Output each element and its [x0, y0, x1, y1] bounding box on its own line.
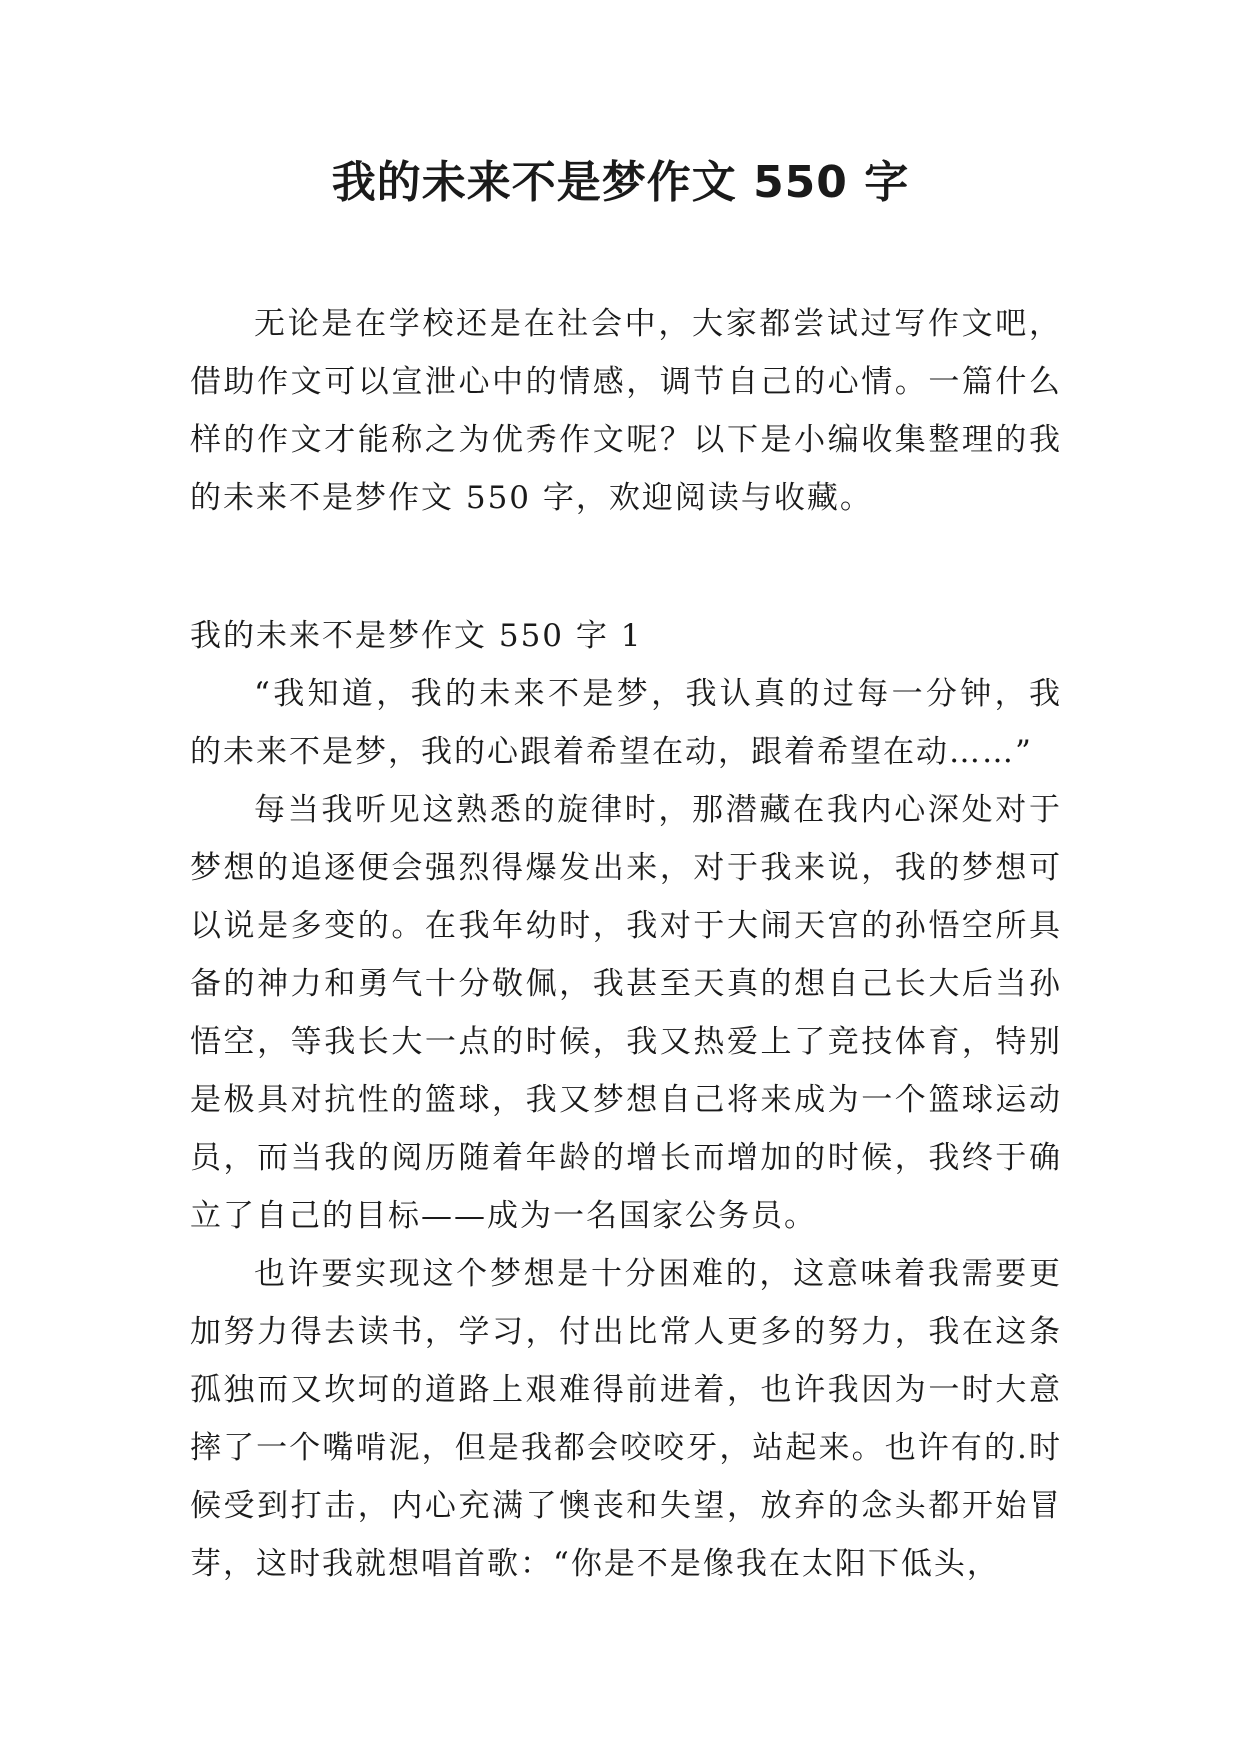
document-title: 我的未来不是梦作文 550 字: [331, 157, 910, 208]
body-paragraph: 也许要实现这个梦想是十分困难的，这意味着我需要更加努力得去读书，学习，付出比常人更多的努力，我在这条孤独而又坎坷的道路上艰难得前进着，也许我因为一时大意摔了一个嘴啃泥，但是我都会咬咬牙，站起来。也许有的.时候受到打击，内心充满了懊丧和失望，放弃的念头都开始冒芽，这时我就想唱首歌：“你是不是像我在太阳下低头，: [190, 1256, 1062, 1582]
intro-paragraph: 无论是在学校还是在社会中，大家都尝试过写作文吧，借助作文可以宣泄心中的情感，调节自己的心情。一篇什么样的作文才能称之为优秀作文呢？以下是小编收集整理的我的未来不是梦作文 550 字，欢迎阅读与收藏。: [190, 306, 1062, 516]
body-paragraph: “我知道，我的未来不是梦，我认真的过每一分钟，我的未来不是梦，我的心跟着希望在动，跟着希望在动……”: [190, 676, 1062, 770]
document-body: [190, 295, 1062, 1593]
body-paragraph: 每当我听见这熟悉的旋律时，那潜藏在我内心深处对于梦想的追逐便会强烈得爆发出来，对于我来说，我的梦想可以说是多变的。在我年幼时，我对于大闹天宫的孙悟空所具备的神力和勇气十分敬佩，我甚至天真的想自己长大后当孙悟空，等我长大一点的时候，我又热爱上了竞技体育，特别是极具对抗性的篮球，我又梦想自己将来成为一个篮球运动员，而当我的阅历随着年龄的增长而增加的时候，我终于确立了自己的目标——成为一名国家公务员。: [190, 792, 1062, 1234]
section-heading: 我的未来不是梦作文 550 字 1: [190, 618, 643, 654]
